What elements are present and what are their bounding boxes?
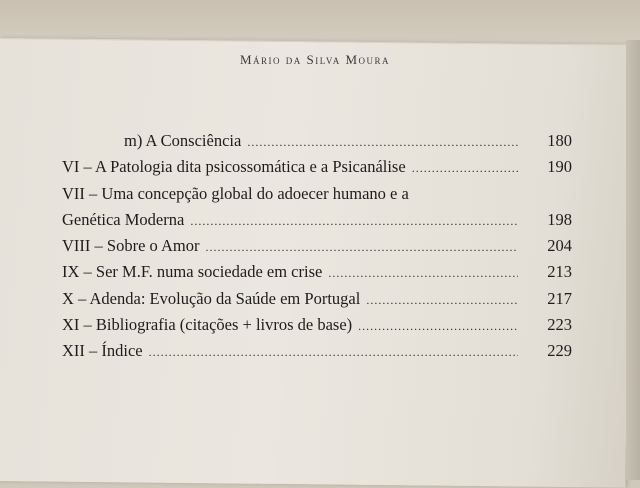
toc-entry-label: m) A Consciência bbox=[124, 131, 242, 150]
dot-leader bbox=[412, 155, 518, 181]
toc-entry-label: XII – Índice bbox=[62, 341, 143, 361]
dot-leader bbox=[358, 313, 518, 339]
dot-leader bbox=[149, 339, 518, 365]
toc-entry-page: 213 bbox=[547, 262, 572, 282]
toc-entry bbox=[62, 154, 572, 180]
toc-entry-page: 190 bbox=[547, 157, 572, 177]
toc-entry-label: IX – Ser M.F. numa sociedade em crise bbox=[62, 262, 323, 282]
table-of-contents bbox=[62, 128, 572, 365]
toc-entry-page: 223 bbox=[547, 315, 572, 335]
toc-entry bbox=[62, 338, 572, 364]
toc-entry bbox=[62, 233, 572, 259]
toc-entry bbox=[62, 128, 572, 154]
toc-entry-label: XI – Bibliografia (citações + livros de base) bbox=[62, 315, 353, 335]
dot-leader bbox=[205, 234, 518, 260]
dot-leader bbox=[190, 208, 518, 234]
toc-entry bbox=[62, 286, 572, 312]
toc-entry-page: 229 bbox=[547, 341, 572, 361]
toc-entry bbox=[62, 259, 572, 285]
running-header: Mário da Silva Moura bbox=[239, 52, 391, 67]
toc-entry-label: X – Adenda: Evolução da Saúde em Portugal bbox=[62, 288, 361, 308]
toc-entry-label: VII – Uma concepção global do adoecer humano e a bbox=[62, 183, 409, 203]
dot-leader bbox=[247, 129, 518, 155]
toc-entry-label: VI – A Patologia dita psicossomática e a Psicanálise bbox=[62, 157, 406, 177]
dot-leader bbox=[328, 260, 518, 286]
toc-entry-page: 198 bbox=[547, 209, 572, 229]
toc-entry bbox=[62, 181, 572, 207]
toc-entry-page: 180 bbox=[547, 131, 572, 150]
page-edge bbox=[626, 40, 640, 480]
toc-entry bbox=[62, 312, 572, 338]
toc-entry-label: Genética Moderna bbox=[62, 209, 185, 229]
toc-entry-label: VIII – Sobre o Amor bbox=[62, 236, 200, 256]
toc-entry-page: 217 bbox=[547, 288, 572, 308]
toc-entry bbox=[62, 207, 572, 233]
toc-entry-page: 204 bbox=[547, 236, 572, 256]
dot-leader bbox=[366, 287, 518, 313]
